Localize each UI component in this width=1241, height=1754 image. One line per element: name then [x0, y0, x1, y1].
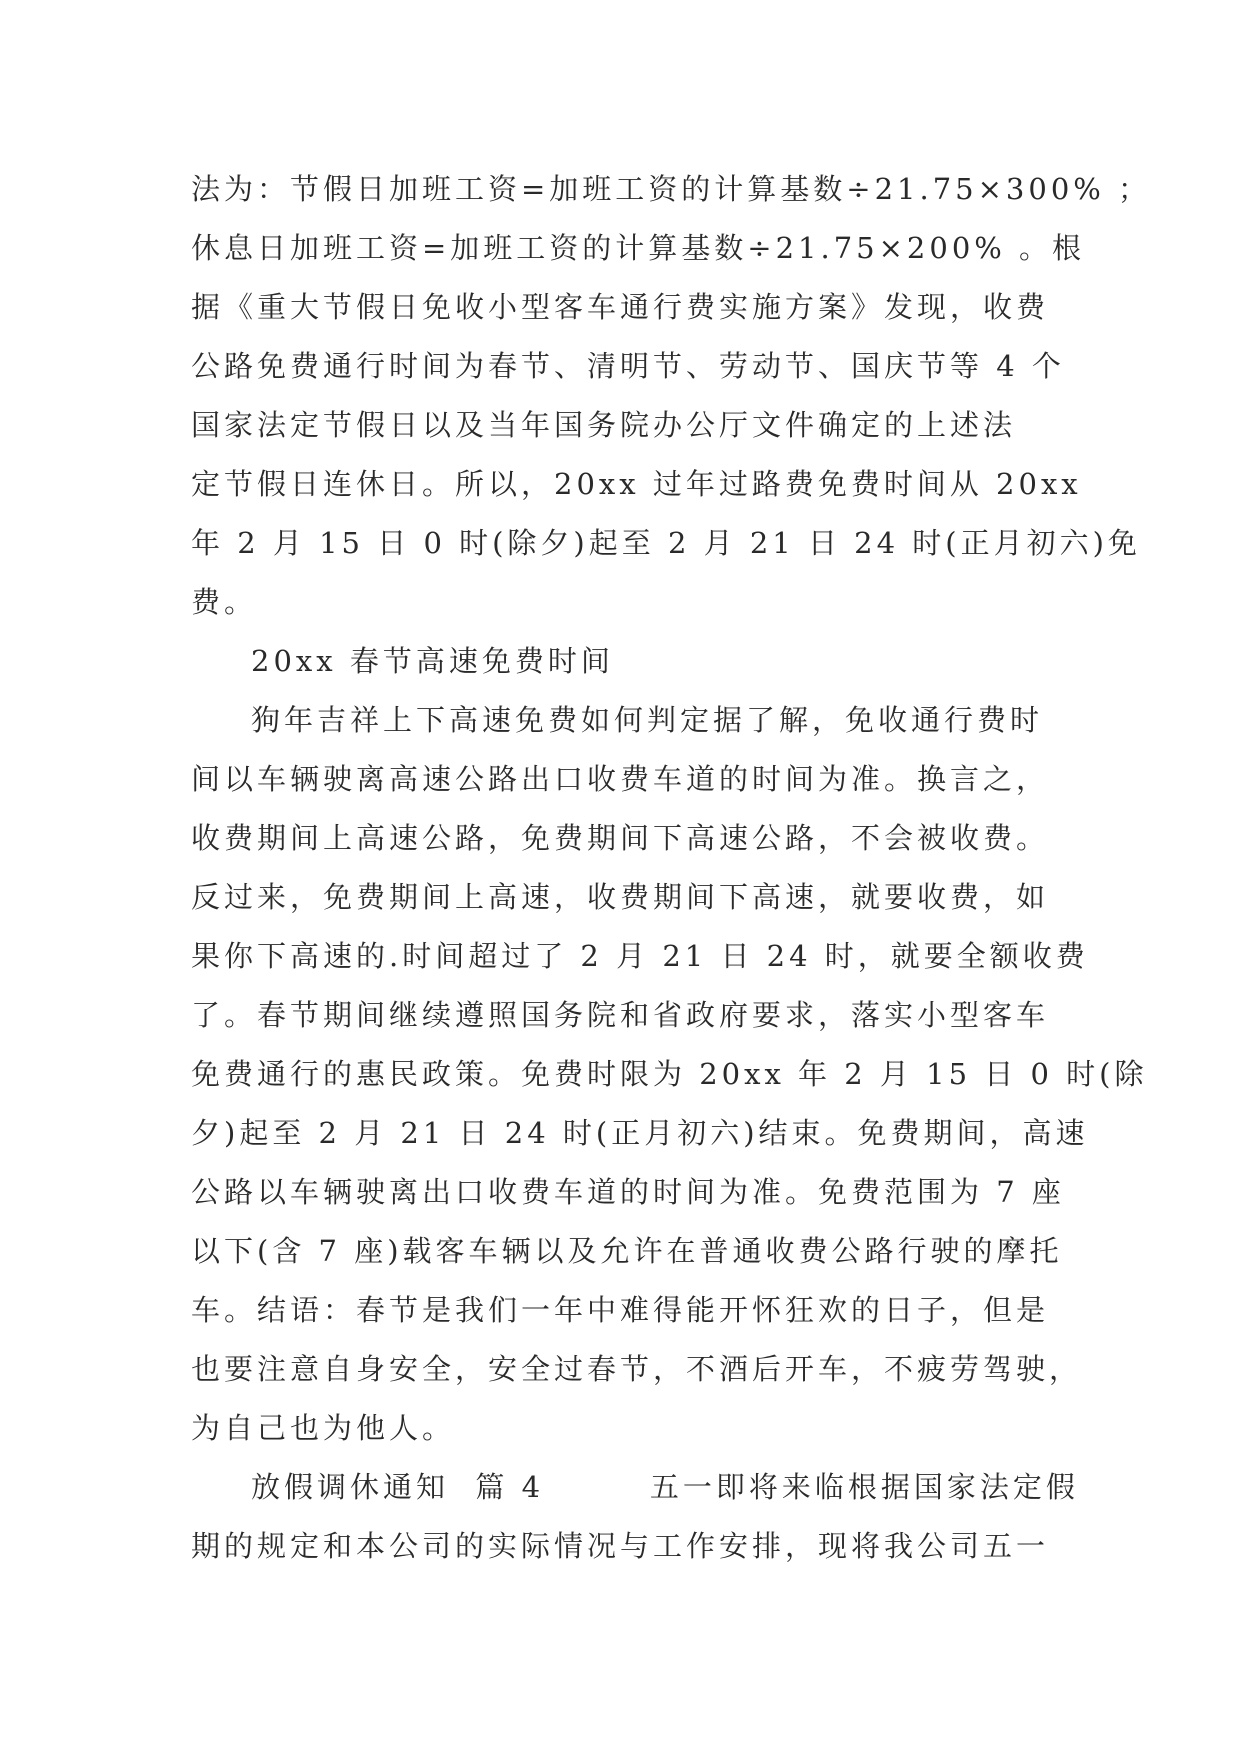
- text-line: 公路免费通行时间为春节、清明节、劳动节、国庆节等 4 个: [191, 349, 1065, 383]
- text-line: 定节假日连休日。所以，20xx 过年过路费免费时间从 20xx: [191, 467, 1082, 501]
- text-line: 车。结语：春节是我们一年中难得能开怀狂欢的日子，但是: [191, 1293, 1050, 1327]
- text-line: 夕)起至 2 月 21 日 24 时(正月初六)结束。免费期间，高速: [191, 1116, 1089, 1150]
- text-line: 以下(含 7 座)载客车辆以及允许在普通收费公路行驶的摩托: [191, 1234, 1063, 1268]
- text-line: 国家法定节假日以及当年国务院办公厅文件确定的上述法: [191, 408, 1017, 442]
- section-heading-line: 放假调休通知 篇 4 五一即将来临根据国家法定假: [251, 1470, 1079, 1504]
- text-line: 公路以车辆驶离出口收费车道的时间为准。免费范围为 7 座: [191, 1175, 1065, 1209]
- text-line: 收费期间上高速公路，免费期间下高速公路，不会被收费。: [191, 821, 1050, 855]
- text-line: 费。: [191, 585, 258, 619]
- text-line: 免费通行的惠民政策。免费时限为 20xx 年 2 月 15 日 0 时(除: [191, 1057, 1148, 1091]
- text-line: 间以车辆驶离高速公路出口收费车道的时间为准。换言之，: [191, 762, 1050, 796]
- text-line: 反过来，免费期间上高速，收费期间下高速，就要收费，如: [191, 880, 1050, 914]
- text-line: 狗年吉祥上下高速免费如何判定据了解，免收通行费时: [251, 703, 1044, 737]
- text-line: 年 2 月 15 日 0 时(除夕)起至 2 月 21 日 24 时(正月初六)免: [191, 526, 1141, 560]
- text-line: 果你下高速的.时间超过了 2 月 21 日 24 时，就要全额收费: [191, 939, 1089, 973]
- text-line: 法为：节假日加班工资=加班工资的计算基数÷21.75×300% ；: [191, 172, 1152, 206]
- text-line: 据《重大节假日免收小型客车通行费实施方案》发现，收费: [191, 290, 1050, 324]
- text-line: 也要注意自身安全，安全过春节，不酒后开车，不疲劳驾驶，: [191, 1352, 1083, 1386]
- text-line: 为自己也为他人。: [191, 1411, 456, 1445]
- text-line: 了。春节期间继续遵照国务院和省政府要求，落实小型客车: [191, 998, 1050, 1032]
- document-body: [191, 160, 1152, 1576]
- text-line: 休息日加班工资=加班工资的计算基数÷21.75×200% 。根: [191, 231, 1086, 265]
- text-line: 期的规定和本公司的实际情况与工作安排，现将我公司五一: [191, 1529, 1050, 1563]
- section-heading: 20xx 春节高速免费时间: [251, 644, 614, 678]
